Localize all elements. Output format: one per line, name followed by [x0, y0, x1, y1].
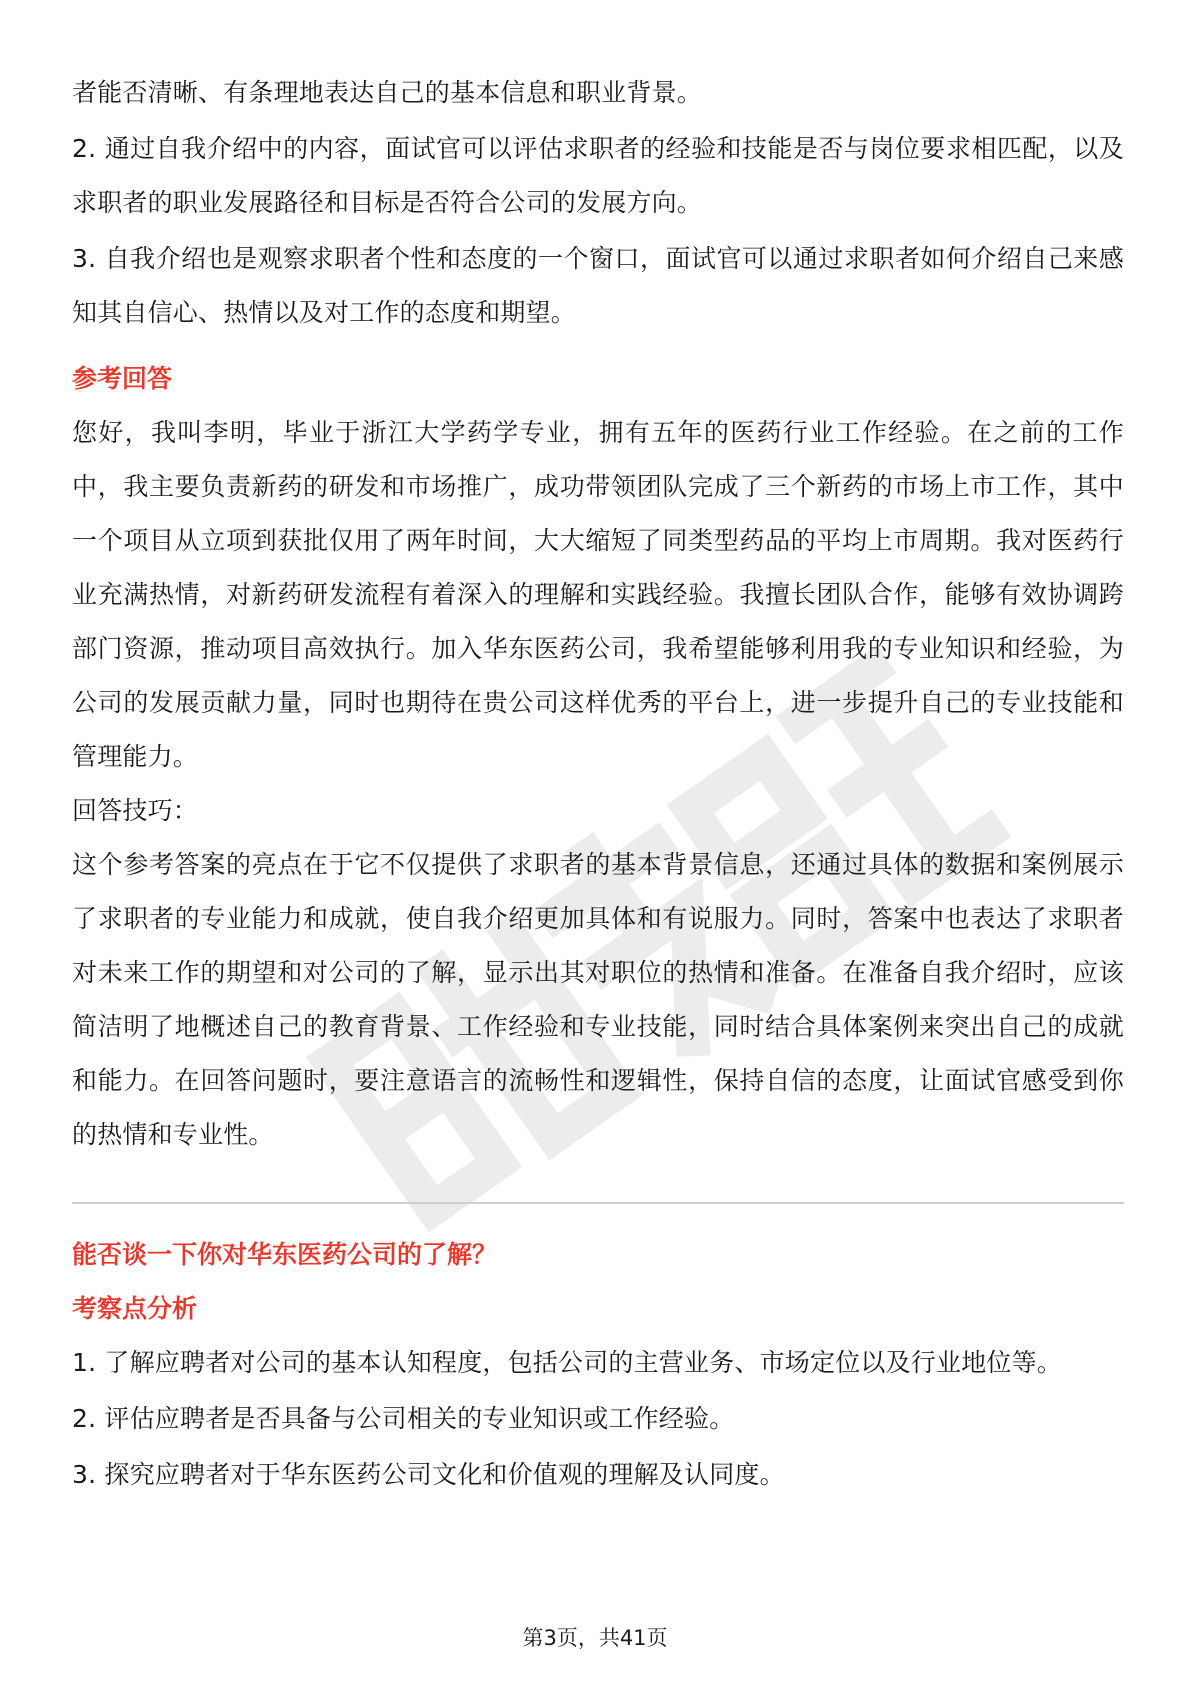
reference-answer-heading: 参考回答 — [72, 364, 173, 393]
question-title: 能否谈一下你对华东医药公司的了解？ — [72, 1240, 498, 1269]
analysis-heading: 考察点分析 — [72, 1294, 198, 1323]
answer-tips-text: 这个参考答案的亮点在于它不仅提供了求职者的基本背景信息，还通过具体的数据和案例展示了求职者的专业能力和成就，使自我介绍更加具体和有说服力。同时，答案中也表达了求职者对未来工作的期望和对公司的了解，显示出其对职位的热情和准备。在准备自我介绍时，应该简洁明了地概述自己的教育背景、工作经验和专业技能，同时结合具体案例来突出自己的成就和能力。在回答问题时，要注意语言的流畅性和逻辑性，保持自信的态度，让面试官感受到你的热情和专业性。 — [72, 850, 1124, 1149]
question-point-1: 1. 了解应聘者对公司的基本认知程度，包括公司的主营业务、市场定位以及行业地位等。 — [72, 1348, 1063, 1377]
paragraph-line: 者能否清晰、有条理地表达自己的基本信息和职业背景。 — [72, 78, 703, 107]
page-number: 第3页，共41页 — [522, 1626, 668, 1650]
reference-answer-text: 您好，我叫李明，毕业于浙江大学药学专业，拥有五年的医药行业工作经验。在之前的工作中，我主要负责新药的研发和市场推广，成功带领团队完成了三个新药的市场上市工作，其中一个项目从立项到获批仅用了两年时间，大大缩短了同类型药品的平均上市周期。我对医药行业充满热情，对新药研发流程有着深入的理解和实践经验。我擅长团队合作，能够有效协调跨部门资源，推动项目高效执行。加入华东医药公司，我希望能够利用我的专业知识和经验，为公司的发展贡献力量，同时也期待在贵公司这样优秀的平台上，进一步提升自己的专业技能和管理能力。 — [72, 418, 1124, 771]
answer-tips-label: 回答技巧： — [72, 796, 199, 825]
question-point-3: 3. 探究应聘者对于华东医药公司文化和价值观的理解及认同度。 — [72, 1460, 785, 1489]
question-point-2: 2. 评估应聘者是否具备与公司相关的专业知识或工作经验。 — [72, 1404, 735, 1433]
section-divider — [72, 1202, 1124, 1204]
analysis-point-3: 3. 自我介绍也是观察求职者个性和态度的一个窗口，面试官可以通过求职者如何介绍自己来感知其自信心、热情以及对工作的态度和期望。 — [72, 244, 1124, 327]
main-content — [72, 66, 1124, 1504]
analysis-point-2: 2. 通过自我介绍中的内容，面试官可以评估求职者的经验和技能是否与岗位要求相匹配，以及求职者的职业发展路径和目标是否符合公司的发展方向。 — [72, 134, 1124, 217]
